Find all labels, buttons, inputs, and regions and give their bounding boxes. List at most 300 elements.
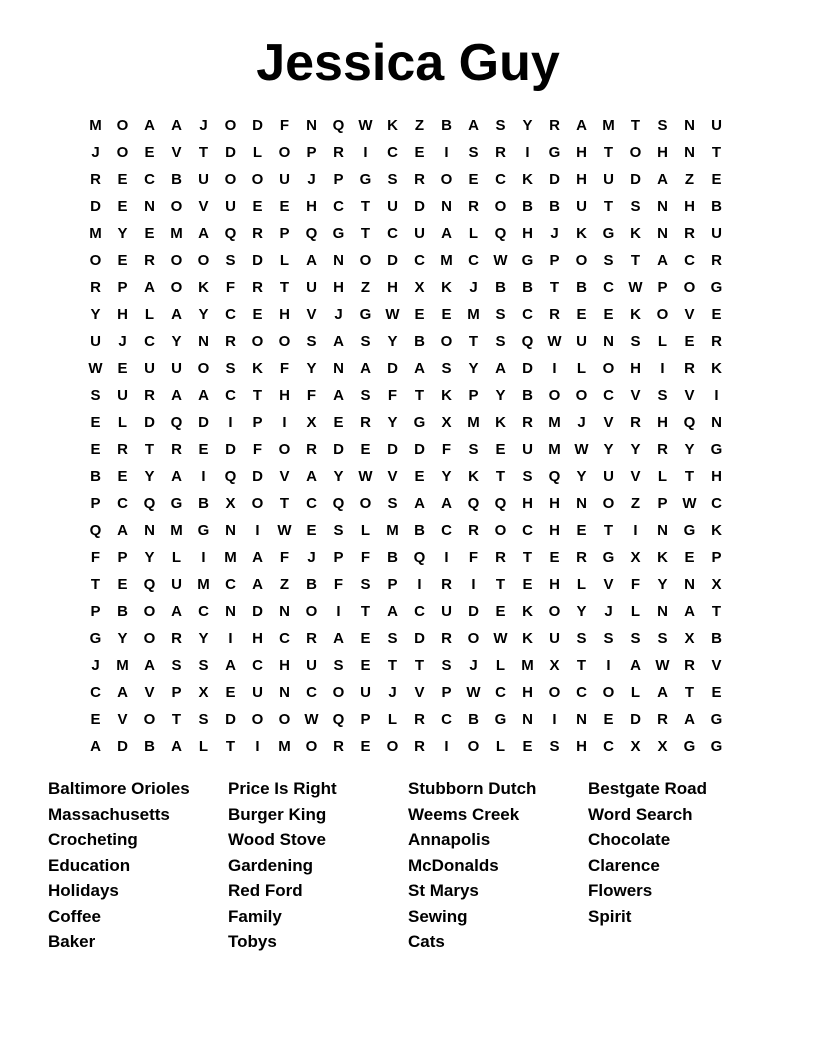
grid-letter[interactable]: O	[224, 171, 237, 188]
grid-letter[interactable]: Y	[495, 387, 506, 404]
grid-letter[interactable]: O	[656, 306, 669, 323]
grid-letter[interactable]: R	[468, 198, 479, 215]
grid-letter[interactable]: P	[360, 711, 371, 728]
grid-letter[interactable]: P	[549, 252, 560, 269]
grid-letter[interactable]: R	[630, 414, 641, 431]
grid-letter[interactable]: S	[360, 576, 371, 593]
grid-letter[interactable]: E	[684, 333, 695, 350]
grid-letter[interactable]: N	[657, 198, 668, 215]
grid-letter[interactable]: K	[198, 279, 209, 296]
grid-letter[interactable]: K	[711, 522, 722, 539]
grid-letter[interactable]: U	[711, 117, 722, 134]
grid-letter[interactable]: Y	[117, 630, 128, 647]
grid-letter[interactable]: N	[684, 576, 695, 593]
grid-letter[interactable]: T	[468, 333, 479, 350]
grid-letter[interactable]: T	[684, 684, 695, 701]
grid-letter[interactable]: I	[444, 144, 449, 161]
grid-letter[interactable]: T	[360, 225, 371, 242]
grid-letter[interactable]: O	[494, 522, 507, 539]
grid-letter[interactable]: A	[117, 522, 128, 539]
grid-letter[interactable]: Y	[576, 603, 587, 620]
grid-letter[interactable]: R	[522, 414, 533, 431]
grid-letter[interactable]: I	[552, 360, 557, 377]
grid-letter[interactable]: S	[657, 387, 668, 404]
grid-letter[interactable]: D	[630, 171, 641, 188]
grid-letter[interactable]: G	[359, 171, 372, 188]
grid-letter[interactable]: Y	[198, 306, 209, 323]
grid-letter[interactable]: U	[144, 360, 155, 377]
grid-letter[interactable]: C	[603, 738, 614, 755]
grid-letter[interactable]: O	[143, 603, 156, 620]
grid-letter[interactable]: C	[225, 306, 236, 323]
grid-letter[interactable]: A	[171, 468, 182, 485]
grid-letter[interactable]: A	[657, 684, 668, 701]
grid-letter[interactable]: N	[657, 522, 668, 539]
grid-letter[interactable]: G	[683, 522, 696, 539]
grid-letter[interactable]: K	[657, 549, 668, 566]
grid-letter[interactable]: S	[441, 360, 452, 377]
grid-letter[interactable]: O	[170, 198, 183, 215]
grid-letter[interactable]: W	[358, 468, 373, 485]
grid-letter[interactable]: J	[307, 171, 316, 188]
grid-letter[interactable]: P	[252, 414, 263, 431]
grid-letter[interactable]: E	[225, 684, 236, 701]
grid-letter[interactable]: G	[170, 495, 183, 512]
grid-letter[interactable]: O	[197, 252, 210, 269]
grid-letter[interactable]: E	[306, 522, 317, 539]
grid-letter[interactable]: W	[385, 306, 400, 323]
grid-letter[interactable]: O	[251, 333, 264, 350]
grid-letter[interactable]: D	[630, 711, 641, 728]
grid-letter[interactable]: A	[198, 225, 209, 242]
grid-letter[interactable]: Y	[387, 333, 398, 350]
grid-letter[interactable]: H	[549, 495, 560, 512]
grid-letter[interactable]: H	[576, 171, 587, 188]
grid-letter[interactable]: C	[711, 495, 722, 512]
grid-letter[interactable]: R	[306, 630, 317, 647]
grid-letter[interactable]: A	[657, 171, 668, 188]
grid-letter[interactable]: C	[522, 306, 533, 323]
grid-letter[interactable]: I	[201, 468, 206, 485]
grid-letter[interactable]: G	[602, 549, 615, 566]
grid-letter[interactable]: E	[117, 576, 128, 593]
grid-letter[interactable]: G	[413, 414, 426, 431]
grid-letter[interactable]: U	[117, 387, 128, 404]
grid-letter[interactable]: L	[117, 414, 128, 431]
grid-letter[interactable]: T	[630, 117, 641, 134]
grid-letter[interactable]: T	[603, 198, 614, 215]
grid-letter[interactable]: C	[387, 225, 398, 242]
grid-letter[interactable]: E	[144, 144, 155, 161]
grid-letter[interactable]: C	[441, 711, 452, 728]
grid-letter[interactable]: F	[90, 549, 101, 566]
grid-letter[interactable]: L	[657, 468, 668, 485]
grid-letter[interactable]: K	[441, 387, 452, 404]
grid-letter[interactable]: C	[117, 495, 128, 512]
grid-letter[interactable]: B	[522, 279, 533, 296]
grid-letter[interactable]: G	[683, 738, 696, 755]
grid-letter[interactable]: O	[602, 495, 615, 512]
grid-letter[interactable]: R	[441, 576, 452, 593]
grid-letter[interactable]: F	[306, 387, 317, 404]
grid-letter[interactable]: E	[468, 171, 479, 188]
grid-letter[interactable]: P	[711, 549, 722, 566]
grid-letter[interactable]: O	[143, 711, 156, 728]
grid-letter[interactable]: I	[471, 576, 476, 593]
grid-letter[interactable]: H	[522, 495, 533, 512]
grid-letter[interactable]: T	[603, 144, 614, 161]
grid-letter[interactable]: B	[90, 468, 101, 485]
grid-letter[interactable]: N	[684, 144, 695, 161]
grid-letter[interactable]: N	[306, 117, 317, 134]
grid-letter[interactable]: P	[333, 171, 344, 188]
grid-letter[interactable]: E	[495, 603, 506, 620]
grid-letter[interactable]: S	[387, 495, 398, 512]
grid-letter[interactable]: B	[171, 171, 182, 188]
grid-letter[interactable]: R	[549, 117, 560, 134]
grid-letter[interactable]: I	[552, 711, 557, 728]
grid-letter[interactable]: O	[467, 738, 480, 755]
grid-letter[interactable]: B	[522, 387, 533, 404]
grid-letter[interactable]: J	[469, 279, 478, 296]
grid-letter[interactable]: C	[495, 684, 506, 701]
grid-letter[interactable]: I	[336, 603, 341, 620]
grid-letter[interactable]: T	[360, 198, 371, 215]
grid-letter[interactable]: K	[387, 117, 398, 134]
grid-letter[interactable]: S	[522, 468, 533, 485]
grid-letter[interactable]: Z	[279, 576, 290, 593]
grid-letter[interactable]: L	[495, 738, 506, 755]
grid-letter[interactable]: G	[710, 738, 723, 755]
grid-letter[interactable]: W	[628, 279, 643, 296]
grid-letter[interactable]: Z	[684, 171, 695, 188]
grid-letter[interactable]: J	[118, 333, 127, 350]
grid-letter[interactable]: G	[710, 441, 723, 458]
grid-letter[interactable]: C	[198, 603, 209, 620]
grid-letter[interactable]: C	[603, 279, 614, 296]
grid-letter[interactable]: R	[117, 441, 128, 458]
grid-letter[interactable]: C	[387, 144, 398, 161]
grid-letter[interactable]: H	[657, 144, 668, 161]
grid-letter[interactable]: I	[255, 522, 260, 539]
grid-letter[interactable]: X	[630, 549, 641, 566]
grid-letter[interactable]: X	[414, 279, 425, 296]
grid-letter[interactable]: D	[549, 171, 560, 188]
grid-letter[interactable]: R	[657, 711, 668, 728]
grid-letter[interactable]: U	[603, 468, 614, 485]
grid-letter[interactable]: E	[117, 468, 128, 485]
grid-letter[interactable]: G	[602, 225, 615, 242]
grid-letter[interactable]: M	[197, 576, 210, 593]
grid-letter[interactable]: Y	[117, 225, 128, 242]
grid-letter[interactable]: T	[279, 495, 290, 512]
grid-letter[interactable]: V	[171, 144, 182, 161]
grid-letter[interactable]: E	[576, 306, 587, 323]
grid-letter[interactable]: P	[441, 684, 452, 701]
grid-letter[interactable]: R	[171, 630, 182, 647]
grid-letter[interactable]: Z	[414, 117, 425, 134]
grid-letter[interactable]: B	[495, 279, 506, 296]
grid-letter[interactable]: O	[278, 711, 291, 728]
grid-letter[interactable]: R	[441, 630, 452, 647]
grid-letter[interactable]: A	[684, 603, 695, 620]
grid-letter[interactable]: M	[89, 225, 102, 242]
grid-letter[interactable]: A	[306, 468, 317, 485]
grid-letter[interactable]: J	[550, 225, 559, 242]
grid-letter[interactable]: K	[522, 630, 533, 647]
grid-letter[interactable]: K	[522, 603, 533, 620]
grid-letter[interactable]: E	[360, 657, 371, 674]
grid-letter[interactable]: V	[711, 657, 722, 674]
grid-letter[interactable]: A	[657, 252, 668, 269]
grid-letter[interactable]: E	[360, 630, 371, 647]
grid-letter[interactable]: A	[414, 495, 425, 512]
grid-letter[interactable]: Y	[306, 360, 317, 377]
grid-letter[interactable]: O	[332, 684, 345, 701]
grid-letter[interactable]: O	[224, 117, 237, 134]
grid-letter[interactable]: I	[606, 657, 611, 674]
grid-letter[interactable]: M	[224, 549, 237, 566]
grid-letter[interactable]: N	[144, 522, 155, 539]
grid-letter[interactable]: T	[144, 441, 155, 458]
grid-letter[interactable]: N	[279, 684, 290, 701]
grid-letter[interactable]: N	[225, 603, 236, 620]
grid-letter[interactable]: S	[657, 117, 668, 134]
grid-letter[interactable]: A	[225, 657, 236, 674]
grid-letter[interactable]: R	[414, 171, 425, 188]
grid-letter[interactable]: X	[441, 414, 452, 431]
grid-letter[interactable]: A	[144, 117, 155, 134]
grid-letter[interactable]: R	[684, 657, 695, 674]
grid-letter[interactable]: H	[549, 576, 560, 593]
grid-letter[interactable]: K	[711, 360, 722, 377]
grid-letter[interactable]: M	[467, 414, 480, 431]
grid-letter[interactable]: E	[117, 198, 128, 215]
grid-letter[interactable]: V	[306, 306, 317, 323]
grid-letter[interactable]: Q	[305, 225, 318, 242]
grid-letter[interactable]: X	[306, 414, 317, 431]
grid-letter[interactable]: R	[468, 522, 479, 539]
grid-letter[interactable]: B	[414, 522, 425, 539]
grid-letter[interactable]: N	[333, 252, 344, 269]
grid-letter[interactable]: D	[333, 441, 344, 458]
grid-letter[interactable]: E	[576, 522, 587, 539]
grid-letter[interactable]: T	[279, 279, 290, 296]
grid-letter[interactable]: B	[387, 549, 398, 566]
grid-letter[interactable]: M	[548, 414, 561, 431]
grid-letter[interactable]: Y	[198, 630, 209, 647]
grid-letter[interactable]: P	[657, 279, 668, 296]
grid-letter[interactable]: S	[630, 630, 641, 647]
grid-letter[interactable]: Y	[630, 441, 641, 458]
grid-letter[interactable]: T	[684, 468, 695, 485]
grid-letter[interactable]: S	[495, 117, 506, 134]
grid-letter[interactable]: A	[144, 657, 155, 674]
grid-letter[interactable]: F	[252, 441, 263, 458]
grid-letter[interactable]: C	[144, 333, 155, 350]
grid-letter[interactable]: K	[441, 279, 452, 296]
grid-letter[interactable]: O	[440, 171, 453, 188]
grid-letter[interactable]: U	[522, 441, 533, 458]
grid-letter[interactable]: Y	[657, 576, 668, 593]
grid-letter[interactable]: D	[252, 468, 263, 485]
grid-letter[interactable]: E	[117, 252, 128, 269]
grid-letter[interactable]: C	[144, 171, 155, 188]
grid-letter[interactable]: L	[630, 603, 641, 620]
grid-letter[interactable]: T	[90, 576, 101, 593]
grid-letter[interactable]: U	[414, 225, 425, 242]
grid-letter[interactable]: B	[522, 198, 533, 215]
grid-letter[interactable]: T	[522, 549, 533, 566]
grid-letter[interactable]: S	[387, 171, 398, 188]
grid-letter[interactable]: Y	[468, 360, 479, 377]
grid-letter[interactable]: U	[279, 171, 290, 188]
grid-letter[interactable]: R	[495, 144, 506, 161]
grid-letter[interactable]: M	[521, 657, 534, 674]
grid-letter[interactable]: P	[279, 225, 290, 242]
grid-letter[interactable]: N	[279, 603, 290, 620]
grid-letter[interactable]: G	[521, 252, 534, 269]
grid-letter[interactable]: D	[414, 441, 425, 458]
grid-letter[interactable]: A	[630, 657, 641, 674]
grid-letter[interactable]: F	[279, 549, 290, 566]
grid-letter[interactable]: T	[171, 711, 182, 728]
grid-letter[interactable]: N	[603, 333, 614, 350]
grid-letter[interactable]: O	[278, 333, 291, 350]
grid-letter[interactable]: H	[279, 306, 290, 323]
grid-letter[interactable]: A	[306, 252, 317, 269]
grid-letter[interactable]: X	[711, 576, 722, 593]
grid-letter[interactable]: K	[468, 468, 479, 485]
grid-letter[interactable]: W	[655, 657, 670, 674]
grid-letter[interactable]: Q	[494, 495, 507, 512]
grid-letter[interactable]: O	[359, 495, 372, 512]
grid-letter[interactable]: X	[198, 684, 209, 701]
grid-letter[interactable]: Q	[494, 225, 507, 242]
grid-letter[interactable]: U	[711, 225, 722, 242]
grid-letter[interactable]: F	[225, 279, 236, 296]
grid-letter[interactable]: S	[603, 252, 614, 269]
grid-letter[interactable]: R	[576, 549, 587, 566]
grid-letter[interactable]: A	[252, 576, 263, 593]
grid-letter[interactable]: W	[493, 630, 508, 647]
grid-letter[interactable]: N	[657, 603, 668, 620]
grid-letter[interactable]: L	[171, 549, 182, 566]
grid-letter[interactable]: H	[252, 630, 263, 647]
grid-letter[interactable]: M	[548, 441, 561, 458]
grid-letter[interactable]: E	[603, 711, 614, 728]
grid-letter[interactable]: M	[170, 522, 183, 539]
grid-letter[interactable]: Y	[603, 441, 614, 458]
grid-letter[interactable]: F	[387, 387, 398, 404]
grid-letter[interactable]: J	[334, 306, 343, 323]
grid-letter[interactable]: M	[440, 252, 453, 269]
grid-letter[interactable]: A	[171, 306, 182, 323]
grid-letter[interactable]: I	[525, 144, 530, 161]
grid-letter[interactable]: M	[278, 738, 291, 755]
grid-letter[interactable]: N	[198, 333, 209, 350]
grid-letter[interactable]: I	[660, 360, 665, 377]
grid-letter[interactable]: H	[684, 198, 695, 215]
grid-letter[interactable]: T	[387, 657, 398, 674]
grid-letter[interactable]: O	[629, 144, 642, 161]
grid-letter[interactable]: R	[657, 441, 668, 458]
grid-letter[interactable]: O	[197, 360, 210, 377]
grid-letter[interactable]: D	[387, 360, 398, 377]
grid-letter[interactable]: S	[198, 711, 209, 728]
grid-letter[interactable]: R	[414, 711, 425, 728]
grid-letter[interactable]: R	[252, 279, 263, 296]
grid-letter[interactable]: S	[603, 630, 614, 647]
grid-letter[interactable]: C	[225, 576, 236, 593]
grid-letter[interactable]: R	[252, 225, 263, 242]
grid-letter[interactable]: P	[657, 495, 668, 512]
grid-letter[interactable]: W	[682, 495, 697, 512]
grid-letter[interactable]: T	[414, 387, 425, 404]
grid-letter[interactable]: O	[278, 441, 291, 458]
grid-letter[interactable]: D	[252, 603, 263, 620]
grid-letter[interactable]: K	[522, 171, 533, 188]
grid-letter[interactable]: O	[359, 252, 372, 269]
grid-letter[interactable]: T	[711, 603, 722, 620]
grid-letter[interactable]: U	[441, 603, 452, 620]
grid-letter[interactable]: F	[630, 576, 641, 593]
grid-letter[interactable]: T	[360, 603, 371, 620]
grid-letter[interactable]: R	[414, 738, 425, 755]
grid-letter[interactable]: O	[467, 630, 480, 647]
grid-letter[interactable]: S	[360, 333, 371, 350]
grid-letter[interactable]: E	[414, 468, 425, 485]
grid-letter[interactable]: U	[171, 576, 182, 593]
grid-letter[interactable]: G	[197, 522, 210, 539]
grid-letter[interactable]: D	[198, 414, 209, 431]
grid-letter[interactable]: J	[91, 144, 100, 161]
grid-letter[interactable]: D	[414, 198, 425, 215]
grid-letter[interactable]: Y	[576, 468, 587, 485]
grid-letter[interactable]: R	[171, 441, 182, 458]
grid-letter[interactable]: N	[711, 414, 722, 431]
grid-letter[interactable]: I	[255, 738, 260, 755]
grid-letter[interactable]: E	[441, 306, 452, 323]
grid-letter[interactable]: B	[711, 198, 722, 215]
grid-letter[interactable]: Q	[332, 495, 345, 512]
grid-letter[interactable]: O	[575, 387, 588, 404]
grid-letter[interactable]: W	[466, 684, 481, 701]
grid-letter[interactable]: R	[90, 171, 101, 188]
grid-letter[interactable]: U	[198, 171, 209, 188]
grid-letter[interactable]: V	[630, 468, 641, 485]
grid-letter[interactable]: B	[711, 630, 722, 647]
grid-letter[interactable]: O	[170, 279, 183, 296]
grid-letter[interactable]: E	[90, 414, 101, 431]
grid-letter[interactable]: H	[630, 360, 641, 377]
grid-letter[interactable]: M	[386, 522, 399, 539]
grid-letter[interactable]: E	[495, 441, 506, 458]
grid-letter[interactable]: V	[684, 306, 695, 323]
grid-letter[interactable]: S	[441, 657, 452, 674]
grid-letter[interactable]: A	[171, 117, 182, 134]
grid-letter[interactable]: R	[144, 252, 155, 269]
grid-letter[interactable]: O	[170, 252, 183, 269]
grid-letter[interactable]: K	[630, 306, 641, 323]
grid-letter[interactable]: S	[495, 333, 506, 350]
grid-letter[interactable]: E	[252, 306, 263, 323]
grid-letter[interactable]: D	[468, 603, 479, 620]
grid-letter[interactable]: A	[198, 387, 209, 404]
grid-letter[interactable]: F	[279, 360, 290, 377]
grid-letter[interactable]: L	[657, 333, 668, 350]
grid-letter[interactable]: T	[576, 657, 587, 674]
